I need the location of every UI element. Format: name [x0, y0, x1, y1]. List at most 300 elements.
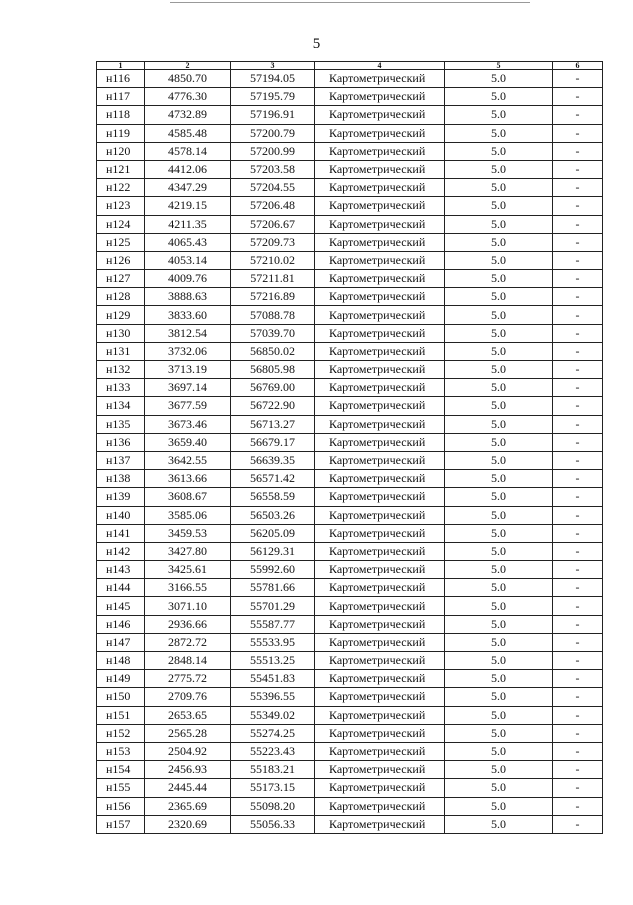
method-cell: Картометрический [315, 615, 445, 633]
note-cell: - [553, 451, 603, 469]
column-header-2: 2 [145, 62, 231, 70]
coord-y-cell: 55396.55 [231, 688, 315, 706]
coord-x-cell: 3166.55 [145, 579, 231, 597]
coord-x-cell: 3732.06 [145, 342, 231, 360]
note-cell: - [553, 506, 603, 524]
coord-x-cell: 3642.55 [145, 451, 231, 469]
method-cell: Картометрический [315, 179, 445, 197]
accuracy-cell: 5.0 [445, 488, 553, 506]
point-id-cell: н122 [97, 179, 145, 197]
coord-y-cell: 55349.02 [231, 706, 315, 724]
accuracy-cell: 5.0 [445, 179, 553, 197]
note-cell: - [553, 251, 603, 269]
accuracy-cell: 5.0 [445, 524, 553, 542]
method-cell: Картометрический [315, 451, 445, 469]
table-row [97, 215, 603, 233]
method-cell: Картометрический [315, 524, 445, 542]
coord-x-cell: 2653.65 [145, 706, 231, 724]
accuracy-cell: 5.0 [445, 506, 553, 524]
coord-y-cell: 57200.99 [231, 142, 315, 160]
table-row [97, 415, 603, 433]
accuracy-cell: 5.0 [445, 361, 553, 379]
table-row [97, 579, 603, 597]
column-header-4: 4 [315, 62, 445, 70]
coord-y-cell: 56205.09 [231, 524, 315, 542]
method-cell: Картометрический [315, 160, 445, 178]
table-row [97, 88, 603, 106]
coord-x-cell: 3585.06 [145, 506, 231, 524]
coord-x-cell: 4053.14 [145, 251, 231, 269]
table-row [97, 633, 603, 651]
table-row [97, 815, 603, 833]
point-id-cell: н149 [97, 670, 145, 688]
page-number: 5 [312, 36, 321, 52]
table-row [97, 470, 603, 488]
point-id-cell: н125 [97, 233, 145, 251]
accuracy-cell: 5.0 [445, 597, 553, 615]
method-cell: Картометрический [315, 106, 445, 124]
method-cell: Картометрический [315, 633, 445, 651]
coord-y-cell: 56713.27 [231, 415, 315, 433]
point-id-cell: н146 [97, 615, 145, 633]
accuracy-cell: 5.0 [445, 288, 553, 306]
point-id-cell: н120 [97, 142, 145, 160]
point-id-cell: н139 [97, 488, 145, 506]
point-id-cell: н152 [97, 724, 145, 742]
coord-y-cell: 55587.77 [231, 615, 315, 633]
method-cell: Картометрический [315, 670, 445, 688]
coord-x-cell: 3812.54 [145, 324, 231, 342]
coord-x-cell: 4219.15 [145, 197, 231, 215]
method-cell: Картометрический [315, 70, 445, 88]
coord-y-cell: 56571.42 [231, 470, 315, 488]
accuracy-cell: 5.0 [445, 633, 553, 651]
coordinates-table [96, 61, 603, 834]
note-cell: - [553, 270, 603, 288]
point-id-cell: н143 [97, 561, 145, 579]
coord-x-cell: 2445.44 [145, 779, 231, 797]
coord-x-cell: 3071.10 [145, 597, 231, 615]
coord-x-cell: 4776.30 [145, 88, 231, 106]
point-id-cell: н117 [97, 88, 145, 106]
coord-x-cell: 3713.19 [145, 361, 231, 379]
coord-y-cell: 55781.66 [231, 579, 315, 597]
coord-y-cell: 55183.21 [231, 761, 315, 779]
accuracy-cell: 5.0 [445, 306, 553, 324]
table-row [97, 597, 603, 615]
coord-y-cell: 56722.90 [231, 397, 315, 415]
note-cell: - [553, 142, 603, 160]
coord-x-cell: 3677.59 [145, 397, 231, 415]
point-id-cell: н148 [97, 652, 145, 670]
point-id-cell: н119 [97, 124, 145, 142]
note-cell: - [553, 488, 603, 506]
accuracy-cell: 5.0 [445, 397, 553, 415]
coord-x-cell: 4732.89 [145, 106, 231, 124]
method-cell: Картометрический [315, 288, 445, 306]
point-id-cell: н137 [97, 451, 145, 469]
coord-y-cell: 56805.98 [231, 361, 315, 379]
coord-y-cell: 56639.35 [231, 451, 315, 469]
table-row [97, 361, 603, 379]
note-cell: - [553, 106, 603, 124]
note-cell: - [553, 124, 603, 142]
point-id-cell: н145 [97, 597, 145, 615]
note-cell: - [553, 724, 603, 742]
table-row [97, 106, 603, 124]
note-cell: - [553, 652, 603, 670]
coord-x-cell: 3425.61 [145, 561, 231, 579]
point-id-cell: н155 [97, 779, 145, 797]
method-cell: Картометрический [315, 688, 445, 706]
table-row [97, 397, 603, 415]
point-id-cell: н129 [97, 306, 145, 324]
table-row [97, 706, 603, 724]
method-cell: Картометрический [315, 506, 445, 524]
note-cell: - [553, 233, 603, 251]
column-header-5: 5 [445, 62, 553, 70]
note-cell: - [553, 415, 603, 433]
point-id-cell: н138 [97, 470, 145, 488]
coord-y-cell: 57195.79 [231, 88, 315, 106]
accuracy-cell: 5.0 [445, 742, 553, 760]
point-id-cell: н128 [97, 288, 145, 306]
table-row [97, 451, 603, 469]
coord-y-cell: 57088.78 [231, 306, 315, 324]
method-cell: Картометрический [315, 124, 445, 142]
method-cell: Картометрический [315, 542, 445, 560]
accuracy-cell: 5.0 [445, 415, 553, 433]
method-cell: Картометрический [315, 233, 445, 251]
table-row [97, 124, 603, 142]
method-cell: Картометрический [315, 470, 445, 488]
coord-y-cell: 57209.73 [231, 233, 315, 251]
coord-y-cell: 57216.89 [231, 288, 315, 306]
note-cell: - [553, 779, 603, 797]
point-id-cell: н156 [97, 797, 145, 815]
point-id-cell: н135 [97, 415, 145, 433]
note-cell: - [553, 88, 603, 106]
table-row [97, 160, 603, 178]
table-row [97, 506, 603, 524]
point-id-cell: н123 [97, 197, 145, 215]
accuracy-cell: 5.0 [445, 761, 553, 779]
table-row [97, 251, 603, 269]
method-cell: Картометрический [315, 397, 445, 415]
table-row [97, 542, 603, 560]
point-id-cell: н153 [97, 742, 145, 760]
point-id-cell: н126 [97, 251, 145, 269]
method-cell: Картометрический [315, 706, 445, 724]
coord-y-cell: 56679.17 [231, 433, 315, 451]
method-cell: Картометрический [315, 561, 445, 579]
coord-x-cell: 2775.72 [145, 670, 231, 688]
point-id-cell: н142 [97, 542, 145, 560]
table-row [97, 761, 603, 779]
coord-x-cell: 2365.69 [145, 797, 231, 815]
table-row [97, 233, 603, 251]
accuracy-cell: 5.0 [445, 160, 553, 178]
coord-y-cell: 55173.15 [231, 779, 315, 797]
method-cell: Картометрический [315, 361, 445, 379]
point-id-cell: н131 [97, 342, 145, 360]
table-row [97, 561, 603, 579]
accuracy-cell: 5.0 [445, 124, 553, 142]
table-row [97, 724, 603, 742]
accuracy-cell: 5.0 [445, 615, 553, 633]
coord-y-cell: 55223.43 [231, 742, 315, 760]
point-id-cell: н141 [97, 524, 145, 542]
note-cell: - [553, 542, 603, 560]
note-cell: - [553, 797, 603, 815]
accuracy-cell: 5.0 [445, 233, 553, 251]
coord-x-cell: 3697.14 [145, 379, 231, 397]
coord-x-cell: 3613.66 [145, 470, 231, 488]
table-row [97, 324, 603, 342]
point-id-cell: н116 [97, 70, 145, 88]
method-cell: Картометрический [315, 197, 445, 215]
note-cell: - [553, 361, 603, 379]
table-row [97, 270, 603, 288]
coord-y-cell: 57200.79 [231, 124, 315, 142]
column-header-3: 3 [231, 62, 315, 70]
coord-x-cell: 2504.92 [145, 742, 231, 760]
method-cell: Картометрический [315, 324, 445, 342]
note-cell: - [553, 470, 603, 488]
accuracy-cell: 5.0 [445, 652, 553, 670]
point-id-cell: н134 [97, 397, 145, 415]
note-cell: - [553, 688, 603, 706]
coord-x-cell: 2936.66 [145, 615, 231, 633]
table-row [97, 615, 603, 633]
accuracy-cell: 5.0 [445, 342, 553, 360]
coord-y-cell: 57039.70 [231, 324, 315, 342]
accuracy-cell: 5.0 [445, 670, 553, 688]
coord-y-cell: 55274.25 [231, 724, 315, 742]
accuracy-cell: 5.0 [445, 779, 553, 797]
point-id-cell: н136 [97, 433, 145, 451]
table-row [97, 670, 603, 688]
method-cell: Картометрический [315, 779, 445, 797]
coord-x-cell: 3673.46 [145, 415, 231, 433]
coord-y-cell: 55513.25 [231, 652, 315, 670]
table-row [97, 524, 603, 542]
point-id-cell: н150 [97, 688, 145, 706]
note-cell: - [553, 706, 603, 724]
note-cell: - [553, 615, 603, 633]
accuracy-cell: 5.0 [445, 215, 553, 233]
note-cell: - [553, 579, 603, 597]
table-row [97, 688, 603, 706]
accuracy-cell: 5.0 [445, 324, 553, 342]
coord-x-cell: 3459.53 [145, 524, 231, 542]
note-cell: - [553, 633, 603, 651]
point-id-cell: н132 [97, 361, 145, 379]
coord-x-cell: 3888.63 [145, 288, 231, 306]
coord-y-cell: 57210.02 [231, 251, 315, 269]
accuracy-cell: 5.0 [445, 470, 553, 488]
accuracy-cell: 5.0 [445, 142, 553, 160]
note-cell: - [553, 215, 603, 233]
note-cell: - [553, 597, 603, 615]
method-cell: Картометрический [315, 815, 445, 833]
point-id-cell: н130 [97, 324, 145, 342]
coord-x-cell: 4585.48 [145, 124, 231, 142]
coord-x-cell: 4850.70 [145, 70, 231, 88]
note-cell: - [553, 379, 603, 397]
method-cell: Картометрический [315, 88, 445, 106]
point-id-cell: н144 [97, 579, 145, 597]
table-row [97, 342, 603, 360]
accuracy-cell: 5.0 [445, 106, 553, 124]
coord-y-cell: 57203.58 [231, 160, 315, 178]
table-row [97, 70, 603, 88]
method-cell: Картометрический [315, 797, 445, 815]
table-row [97, 288, 603, 306]
table-row [97, 797, 603, 815]
method-cell: Картометрический [315, 488, 445, 506]
note-cell: - [553, 288, 603, 306]
table-row [97, 488, 603, 506]
note-cell: - [553, 342, 603, 360]
coord-y-cell: 55056.33 [231, 815, 315, 833]
note-cell: - [553, 815, 603, 833]
table-row [97, 779, 603, 797]
coord-y-cell: 57206.48 [231, 197, 315, 215]
accuracy-cell: 5.0 [445, 815, 553, 833]
accuracy-cell: 5.0 [445, 724, 553, 742]
note-cell: - [553, 179, 603, 197]
point-id-cell: н151 [97, 706, 145, 724]
point-id-cell: н154 [97, 761, 145, 779]
coord-x-cell: 2565.28 [145, 724, 231, 742]
point-id-cell: н147 [97, 633, 145, 651]
accuracy-cell: 5.0 [445, 451, 553, 469]
method-cell: Картометрический [315, 270, 445, 288]
method-cell: Картометрический [315, 142, 445, 160]
accuracy-cell: 5.0 [445, 706, 553, 724]
accuracy-cell: 5.0 [445, 579, 553, 597]
coord-x-cell: 4065.43 [145, 233, 231, 251]
method-cell: Картометрический [315, 342, 445, 360]
method-cell: Картометрический [315, 433, 445, 451]
accuracy-cell: 5.0 [445, 270, 553, 288]
coord-y-cell: 55098.20 [231, 797, 315, 815]
coord-x-cell: 2456.93 [145, 761, 231, 779]
coord-y-cell: 57204.55 [231, 179, 315, 197]
coord-y-cell: 56129.31 [231, 542, 315, 560]
coord-x-cell: 4347.29 [145, 179, 231, 197]
accuracy-cell: 5.0 [445, 70, 553, 88]
coord-x-cell: 3608.67 [145, 488, 231, 506]
table-row [97, 742, 603, 760]
point-id-cell: н121 [97, 160, 145, 178]
coord-x-cell: 4211.35 [145, 215, 231, 233]
accuracy-cell: 5.0 [445, 561, 553, 579]
coord-y-cell: 57194.05 [231, 70, 315, 88]
accuracy-cell: 5.0 [445, 797, 553, 815]
method-cell: Картометрический [315, 215, 445, 233]
accuracy-cell: 5.0 [445, 88, 553, 106]
note-cell: - [553, 561, 603, 579]
coord-y-cell: 55992.60 [231, 561, 315, 579]
note-cell: - [553, 70, 603, 88]
coord-y-cell: 56769.00 [231, 379, 315, 397]
note-cell: - [553, 433, 603, 451]
coord-x-cell: 2320.69 [145, 815, 231, 833]
method-cell: Картометрический [315, 742, 445, 760]
coord-y-cell: 57206.67 [231, 215, 315, 233]
table-row [97, 142, 603, 160]
coord-y-cell: 55533.95 [231, 633, 315, 651]
table-row [97, 652, 603, 670]
table-row [97, 379, 603, 397]
table-row [97, 306, 603, 324]
top-rule [170, 2, 530, 3]
table-body [97, 70, 603, 834]
accuracy-cell: 5.0 [445, 433, 553, 451]
accuracy-cell: 5.0 [445, 542, 553, 560]
note-cell: - [553, 160, 603, 178]
point-id-cell: н124 [97, 215, 145, 233]
point-id-cell: н140 [97, 506, 145, 524]
note-cell: - [553, 742, 603, 760]
coord-x-cell: 4578.14 [145, 142, 231, 160]
point-id-cell: н157 [97, 815, 145, 833]
coord-y-cell: 55451.83 [231, 670, 315, 688]
method-cell: Картометрический [315, 597, 445, 615]
note-cell: - [553, 306, 603, 324]
point-id-cell: н127 [97, 270, 145, 288]
table-row [97, 433, 603, 451]
coord-x-cell: 2848.14 [145, 652, 231, 670]
method-cell: Картометрический [315, 761, 445, 779]
coord-y-cell: 56558.59 [231, 488, 315, 506]
coord-x-cell: 2872.72 [145, 633, 231, 651]
point-id-cell: н118 [97, 106, 145, 124]
coord-y-cell: 56503.26 [231, 506, 315, 524]
method-cell: Картометрический [315, 652, 445, 670]
note-cell: - [553, 524, 603, 542]
coord-y-cell: 56850.02 [231, 342, 315, 360]
table-header-row [97, 62, 603, 70]
note-cell: - [553, 197, 603, 215]
column-header-6: 6 [553, 62, 603, 70]
coord-y-cell: 57196.91 [231, 106, 315, 124]
table-row [97, 179, 603, 197]
accuracy-cell: 5.0 [445, 251, 553, 269]
coord-x-cell: 3659.40 [145, 433, 231, 451]
accuracy-cell: 5.0 [445, 379, 553, 397]
accuracy-cell: 5.0 [445, 688, 553, 706]
method-cell: Картометрический [315, 724, 445, 742]
method-cell: Картометрический [315, 379, 445, 397]
method-cell: Картометрический [315, 415, 445, 433]
note-cell: - [553, 670, 603, 688]
note-cell: - [553, 324, 603, 342]
table-row [97, 197, 603, 215]
coord-x-cell: 3427.80 [145, 542, 231, 560]
note-cell: - [553, 397, 603, 415]
coord-x-cell: 4009.76 [145, 270, 231, 288]
note-cell: - [553, 761, 603, 779]
coord-x-cell: 3833.60 [145, 306, 231, 324]
method-cell: Картометрический [315, 579, 445, 597]
coord-y-cell: 57211.81 [231, 270, 315, 288]
coord-x-cell: 2709.76 [145, 688, 231, 706]
accuracy-cell: 5.0 [445, 197, 553, 215]
method-cell: Картометрический [315, 306, 445, 324]
